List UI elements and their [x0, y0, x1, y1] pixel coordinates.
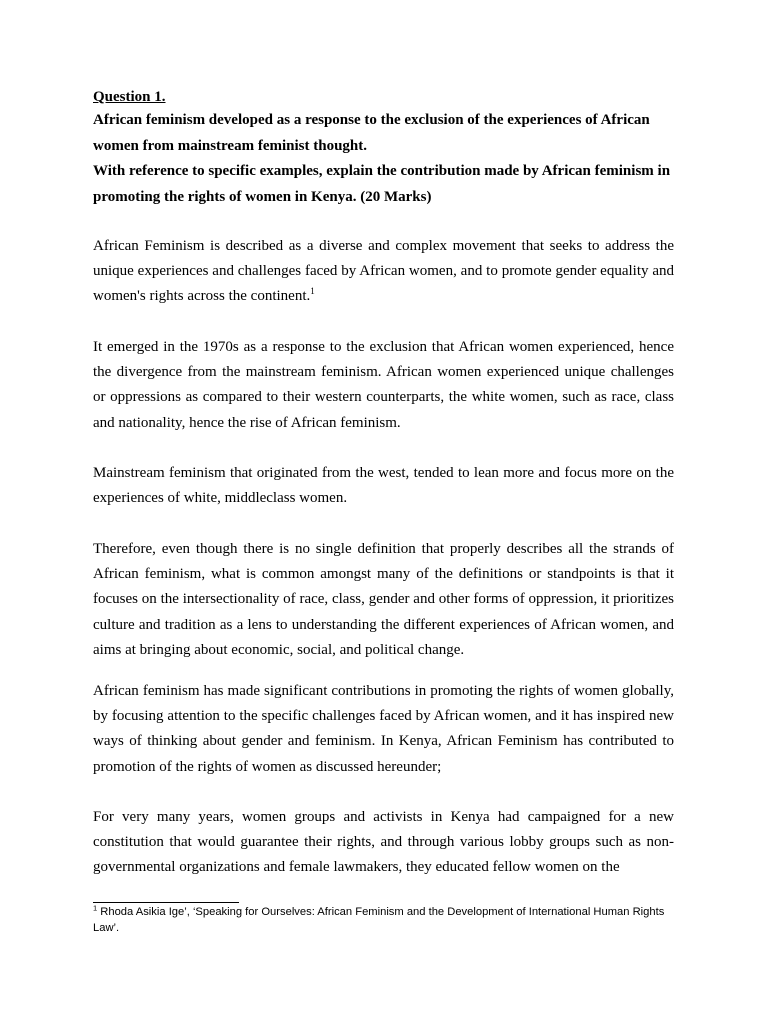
paragraph-mainstream [93, 461, 674, 511]
paragraph-text: African feminism has made significant contributions in promoting the rights of women globally, by focusing attention to the specific challenges faced by African women, and it has inspired new ways of thinking about gender and feminism. In Kenya, African Feminism has contributed to promotion of the rights of women as discussed hereunder; [93, 683, 674, 775]
question-title: Question 1. [93, 89, 166, 105]
paragraph-contributions [93, 679, 674, 780]
paragraph-text: African Feminism is described as a diverse and complex movement that seeks to address the unique experiences and challenges faced by African women, and to promote gender equality and women's rights across the continent. [93, 238, 674, 305]
paragraph-text: It emerged in the 1970s as a response to the exclusion that African women experienced, hence the divergence from the mainstream feminism. African women experienced unique challenges or oppressions as compared to their western counterparts, the white women, such as race, class and nationality, hence the rise of African feminism. [93, 339, 674, 431]
question-prompt-line: African feminism developed as a response to the exclusion of the experiences of African women from mainstream feminist thought. [93, 112, 650, 154]
footnote [93, 905, 683, 936]
paragraph-text: For very many years, women groups and activists in Kenya had campaigned for a new constitution that would guarantee their rights, and through various lobby groups such as non-governmental organizations and female lawmakers, they educated fellow women on the [93, 809, 674, 876]
paragraph-constitution [93, 805, 674, 881]
question-prompt [93, 108, 674, 210]
paragraph-text: Therefore, even though there is no single definition that properly describes all the strands of African feminism, what is common amongst many of the definitions or standpoints is that it focuses on the intersectionality of race, class, gender and other forms of oppression, it prioritizes culture and tradition as a lens to understanding the different experiences of African women, and aims at bringing about economic, social, and political change. [93, 541, 674, 658]
footnote-reference: 1 [310, 286, 315, 297]
paragraph-definition [93, 234, 674, 310]
paragraph-origins [93, 335, 674, 436]
paragraph-text: Mainstream feminism that originated from the west, tended to lean more and focus more on the experiences of white, middleclass women. [93, 465, 674, 507]
question-prompt-line: With reference to specific examples, explain the contribution made by African feminism in promoting the rights of women in Kenya. (20 Marks) [93, 163, 671, 205]
footnote-separator [93, 902, 239, 903]
paragraph-definition-intersectionality [93, 537, 674, 663]
footnote-text: Rhoda Asikia Ige’, ‘Speaking for Ourselves: African Feminism and the Development of International Human Rights Law’. [93, 906, 665, 934]
footnote-number: 1 [93, 903, 98, 913]
